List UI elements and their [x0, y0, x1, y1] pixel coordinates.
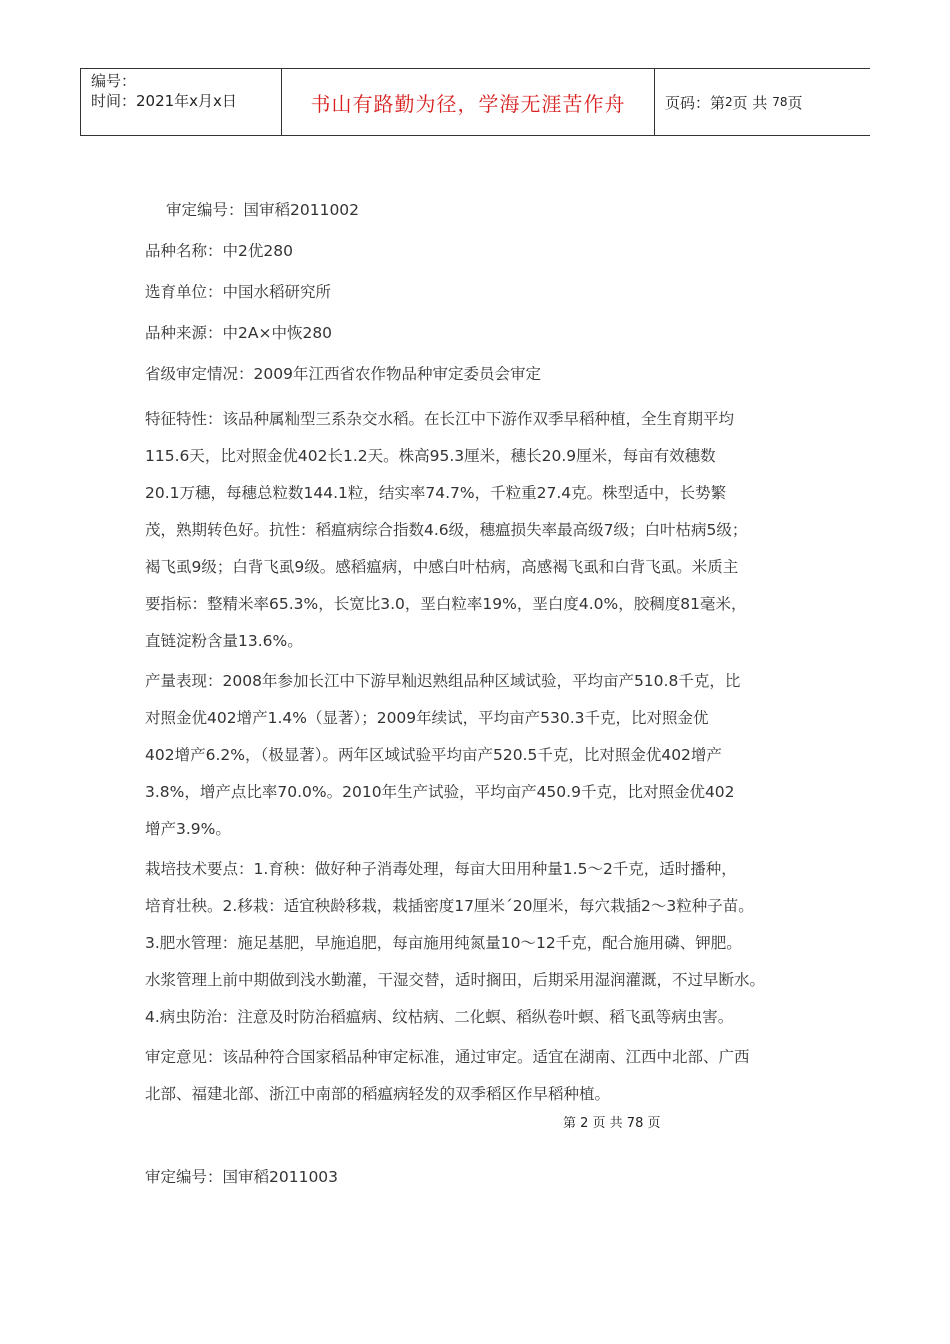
page-current: 2: [725, 95, 733, 109]
page-total: 78: [772, 95, 788, 109]
next-approval-number: 审定编号：国审稻2011003: [145, 1168, 339, 1186]
header-meta-cell: [81, 69, 282, 135]
cultivation-line: 水浆管理上前中期做到浅水勤灌，干湿交替，适时搁田，后期采用湿润灌溉，不过早断水。: [145, 971, 766, 989]
yield-line: 3.8%，增产点比率70.0%。2010年生产试验，平均亩产450.9千克，比对照金优402: [145, 783, 735, 801]
yield-line: 产量表现：2008年参加长江中下游早籼迟熟组品种区域试验，平均亩产510.8千克，比: [145, 672, 741, 690]
traits-line: 20.1万穗，每穗总粒数144.1粒，结实率74.7%，千粒重27.4克。株型适中，长势繁: [145, 484, 727, 502]
page-number-cell: [655, 69, 870, 135]
time-label: 时间：2021年x月x日: [91, 92, 237, 110]
yield-paragraph: [145, 663, 825, 848]
opinion-line: 北部、福建北部、浙江中南部的稻瘟病轻发的双季稻区作早稻种植。: [145, 1085, 611, 1103]
yield-line: 402增产6.2%，（极显著）。两年区域试验平均亩产520.5千克，比对照金优402增产: [145, 746, 722, 764]
traits-line: 要指标：整精米率65.3%，长宽比3.0，垩白粒率19%，垩白度4.0%，胶稠度81毫米，: [145, 595, 747, 613]
traits-paragraph: [145, 401, 825, 660]
motto-cell: [282, 69, 655, 135]
header-table: [80, 68, 870, 136]
motto-text: 书山有路勤为径，学海无涯苦作舟: [310, 91, 626, 116]
cultivation-line: 培育壮秧。2.移栽：适宜秧龄移栽，栽插密度17厘米´20厘米，每穴栽插2～3粒种子苗。: [145, 897, 754, 915]
cultivation-paragraph: [145, 851, 825, 1036]
cultivation-line: 栽培技术要点：1.育秧：做好种子消毒处理，每亩大田用种量1.5～2千克，适时播种，: [145, 860, 737, 878]
yield-line: 增产3.9%。: [145, 820, 231, 838]
traits-line: 茂，熟期转色好。抗性：稻瘟病综合指数4.6级，穗瘟损失率最高级7级；白叶枯病5级；: [145, 521, 748, 539]
variety-origin: 品种来源：中2A×中恢280: [145, 324, 333, 342]
page-footer: 第 2 页 共 78 页: [563, 1116, 661, 1131]
page-mid: 页 共: [732, 93, 768, 112]
traits-line: 特征特性：该品种属籼型三系杂交水稻。在长江中下游作双季早稻种植，全生育期平均: [145, 410, 735, 428]
approval-number: 审定编号：国审稻2011002: [166, 201, 360, 219]
traits-line: 115.6天，比对照金优402长1.2天。株高95.3厘米，穗长20.9厘米，每亩有效穗数: [145, 447, 716, 465]
opinion-paragraph: [145, 1039, 825, 1113]
page-prefix: 页码：第: [665, 93, 726, 112]
cultivation-line: 3.肥水管理：施足基肥，早施追肥，每亩施用纯氮量10～12千克，配合施用磷、钾肥。: [145, 934, 742, 952]
page-suffix: 页: [787, 93, 803, 112]
document-body: [145, 196, 825, 1116]
breeder: 选育单位：中国水稻研究所: [145, 283, 332, 301]
opinion-line: 审定意见：该品种符合国家稻品种审定标准，通过审定。适宜在湖南、江西中北部、广西: [145, 1048, 750, 1066]
provincial-approval: 省级审定情况：2009年江西省农作物品种审定委员会审定: [145, 365, 541, 383]
traits-line: 直链淀粉含量13.6%。: [145, 632, 303, 650]
traits-line: 褐飞虱9级；白背飞虱9级。感稻瘟病，中感白叶枯病，高感褐飞虱和白背飞虱。米质主: [145, 558, 739, 576]
number-label: 编号：: [91, 72, 137, 90]
variety-name: 品种名称：中2优280: [145, 242, 293, 260]
cultivation-line: 4.病虫防治：注意及时防治稻瘟病、纹枯病、二化螟、稻纵卷叶螟、稻飞虱等病虫害。: [145, 1008, 734, 1026]
yield-line: 对照金优402增产1.4%（显著）；2009年续试，平均亩产530.3千克，比对照金优: [145, 709, 709, 727]
